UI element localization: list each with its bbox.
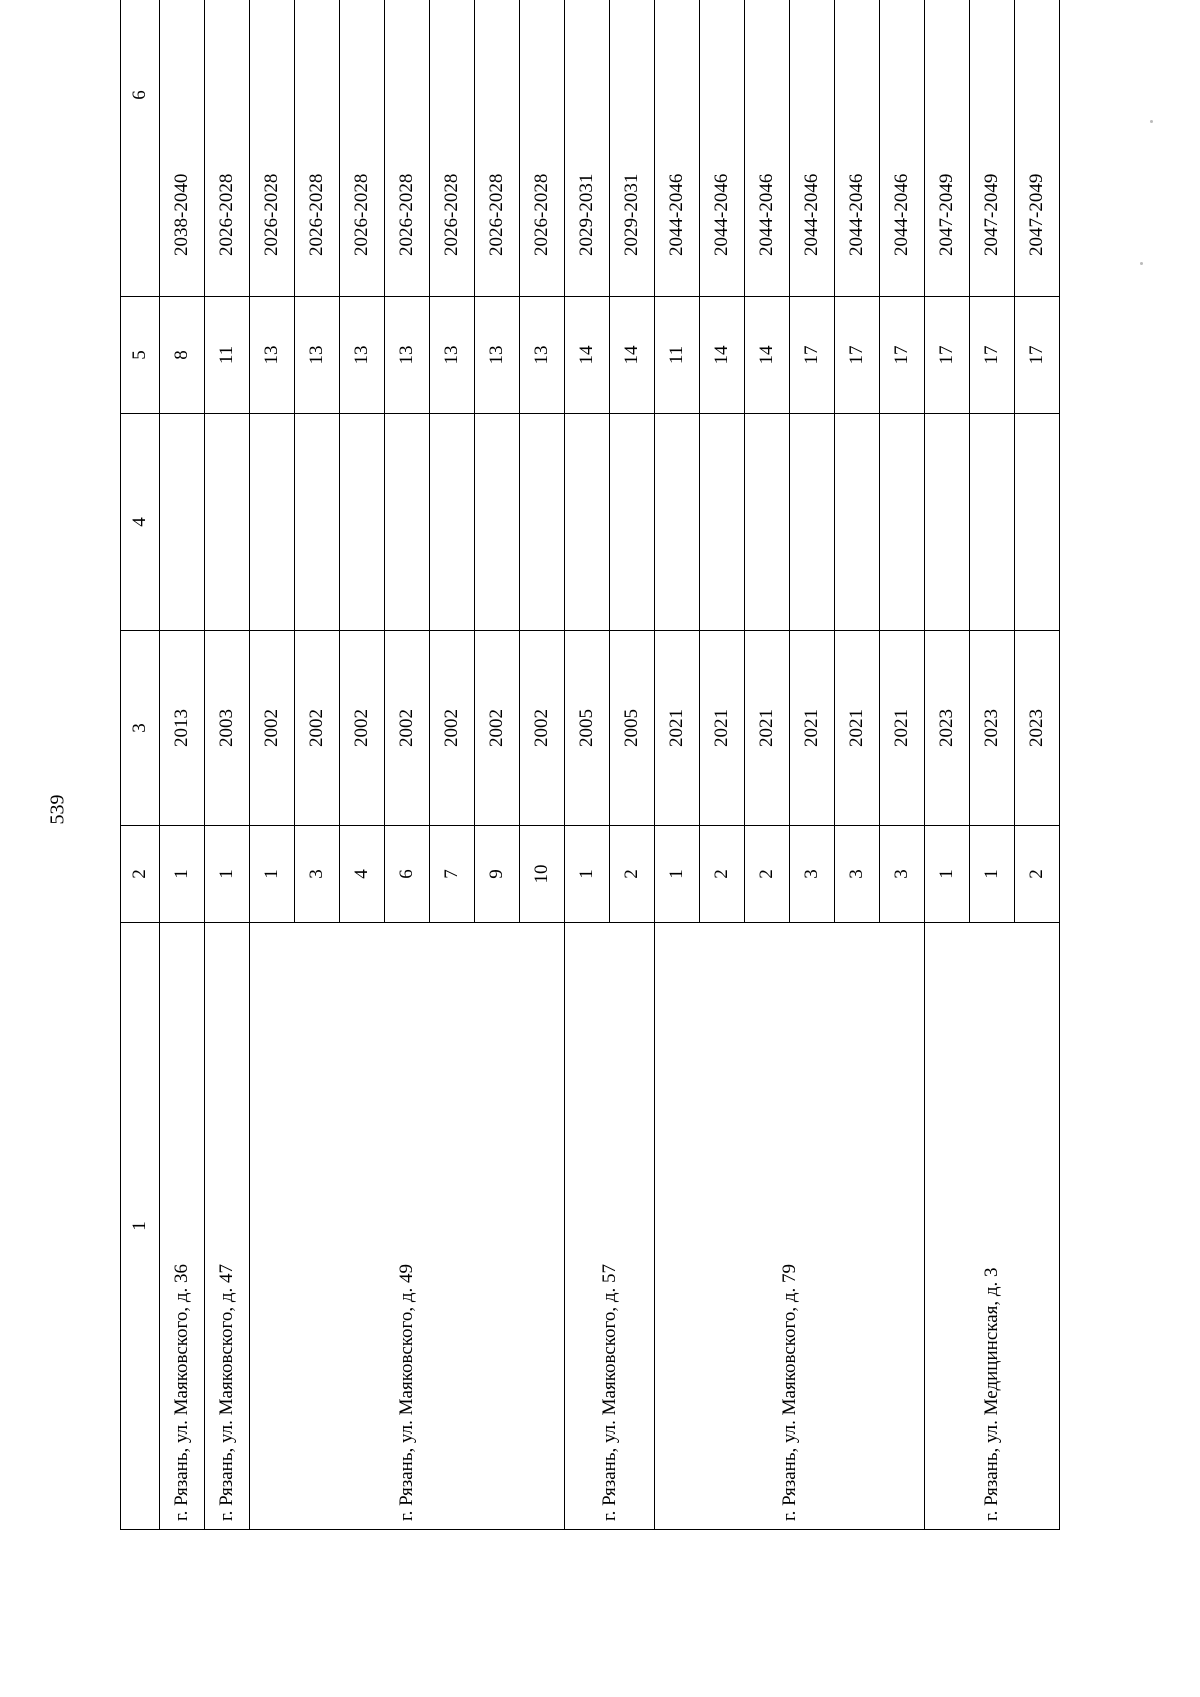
cell-col5: 13 [475, 297, 520, 414]
cell-period: 2044-2046 [880, 0, 925, 297]
cell-number: 2 [610, 826, 655, 923]
cell-col4 [655, 414, 700, 631]
cell-year: 2023 [1015, 631, 1060, 826]
cell-year: 2023 [925, 631, 970, 826]
cell-period: 2026-2028 [430, 0, 475, 297]
cell-col5: 14 [565, 297, 610, 414]
cell-period: 2026-2028 [250, 0, 295, 297]
cell-year: 2002 [340, 631, 385, 826]
header-col-5: 5 [121, 297, 160, 414]
table-row [160, 0, 205, 1530]
cell-col5: 13 [340, 297, 385, 414]
cell-period: 2026-2028 [340, 0, 385, 297]
table-row [205, 0, 250, 1530]
cell-col5: 17 [835, 297, 880, 414]
table-body [160, 0, 1060, 1530]
cell-period: 2044-2046 [655, 0, 700, 297]
cell-period: 2044-2046 [745, 0, 790, 297]
cell-number: 1 [925, 826, 970, 923]
cell-year: 2005 [610, 631, 655, 826]
cell-col5: 17 [970, 297, 1015, 414]
cell-number: 1 [565, 826, 610, 923]
header-col-3: 3 [121, 631, 160, 826]
cell-period: 2026-2028 [385, 0, 430, 297]
cell-col4 [835, 414, 880, 631]
cell-year: 2021 [835, 631, 880, 826]
cell-col4 [385, 414, 430, 631]
cell-col4 [1015, 414, 1060, 631]
header-col-6: 6 [121, 0, 160, 297]
cell-address: г. Рязань, ул. Маяковского, д. 47 [205, 923, 250, 1530]
scan-speck [1140, 262, 1143, 265]
cell-number: 4 [340, 826, 385, 923]
cell-col4 [790, 414, 835, 631]
cell-year: 2002 [385, 631, 430, 826]
cell-col4 [880, 414, 925, 631]
cell-address: г. Рязань, ул. Маяковского, д. 57 [565, 923, 655, 1530]
header-row [121, 0, 160, 1530]
cell-col4 [700, 414, 745, 631]
header-col-1: 1 [121, 923, 160, 1530]
cell-col4 [430, 414, 475, 631]
cell-year: 2021 [655, 631, 700, 826]
cell-year: 2005 [565, 631, 610, 826]
cell-period: 2026-2028 [205, 0, 250, 297]
cell-col5: 13 [520, 297, 565, 414]
cell-col4 [925, 414, 970, 631]
table-row [655, 0, 700, 1530]
header-col-4: 4 [121, 414, 160, 631]
cell-number: 1 [205, 826, 250, 923]
cell-number: 1 [250, 826, 295, 923]
cell-address: г. Рязань, ул. Медицинская, д. 3 [925, 923, 1060, 1530]
cell-number: 3 [295, 826, 340, 923]
cell-address: г. Рязань, ул. Маяковского, д. 79 [655, 923, 925, 1530]
cell-col4 [745, 414, 790, 631]
cell-number: 7 [430, 826, 475, 923]
cell-year: 2003 [205, 631, 250, 826]
cell-col4 [340, 414, 385, 631]
table-row [250, 0, 295, 1530]
cell-col5: 11 [205, 297, 250, 414]
page-number: 539 [46, 794, 69, 825]
cell-col5: 13 [430, 297, 475, 414]
cell-period: 2047-2049 [925, 0, 970, 297]
cell-col4 [970, 414, 1015, 631]
cell-col5: 17 [790, 297, 835, 414]
cell-col4 [565, 414, 610, 631]
cell-period: 2026-2028 [295, 0, 340, 297]
cell-col5: 14 [700, 297, 745, 414]
cell-col5: 13 [250, 297, 295, 414]
cell-year: 2021 [700, 631, 745, 826]
cell-col5: 13 [295, 297, 340, 414]
cell-number: 10 [520, 826, 565, 923]
cell-year: 2002 [250, 631, 295, 826]
cell-number: 3 [880, 826, 925, 923]
cell-year: 2023 [970, 631, 1015, 826]
cell-number: 3 [790, 826, 835, 923]
cell-col5: 17 [1015, 297, 1060, 414]
cell-col5: 14 [745, 297, 790, 414]
cell-period: 2044-2046 [835, 0, 880, 297]
cell-col4 [160, 414, 205, 631]
cell-period: 2029-2031 [610, 0, 655, 297]
cell-col4 [205, 414, 250, 631]
cell-year: 2013 [160, 631, 205, 826]
cell-address: г. Рязань, ул. Маяковского, д. 49 [250, 923, 565, 1530]
cell-year: 2021 [745, 631, 790, 826]
cell-period: 2029-2031 [565, 0, 610, 297]
cell-col5: 14 [610, 297, 655, 414]
header-col-2: 2 [121, 826, 160, 923]
cell-period: 2026-2028 [520, 0, 565, 297]
cell-number: 2 [1015, 826, 1060, 923]
cell-period: 2047-2049 [970, 0, 1015, 297]
cell-year: 2002 [520, 631, 565, 826]
cell-col4 [475, 414, 520, 631]
schedule-table [120, 0, 1060, 1530]
cell-col4 [610, 414, 655, 631]
cell-period: 2026-2028 [475, 0, 520, 297]
cell-period: 2038-2040 [160, 0, 205, 297]
cell-number: 2 [700, 826, 745, 923]
cell-number: 6 [385, 826, 430, 923]
cell-number: 1 [970, 826, 1015, 923]
scan-speck [1150, 120, 1153, 123]
cell-period: 2044-2046 [700, 0, 745, 297]
cell-year: 2002 [295, 631, 340, 826]
cell-col5: 13 [385, 297, 430, 414]
cell-period: 2047-2049 [1015, 0, 1060, 297]
cell-col4 [295, 414, 340, 631]
cell-col5: 11 [655, 297, 700, 414]
table-row [925, 0, 970, 1530]
table-row [565, 0, 610, 1530]
cell-number: 3 [835, 826, 880, 923]
cell-number: 1 [160, 826, 205, 923]
cell-period: 2044-2046 [790, 0, 835, 297]
cell-col5: 17 [925, 297, 970, 414]
cell-year: 2002 [430, 631, 475, 826]
cell-col5: 17 [880, 297, 925, 414]
cell-col5: 8 [160, 297, 205, 414]
cell-number: 9 [475, 826, 520, 923]
cell-address: г. Рязань, ул. Маяковского, д. 36 [160, 923, 205, 1530]
cell-number: 2 [745, 826, 790, 923]
cell-col4 [520, 414, 565, 631]
cell-col4 [250, 414, 295, 631]
cell-year: 2021 [790, 631, 835, 826]
rotated-table-wrapper [120, 60, 1097, 1530]
cell-number: 1 [655, 826, 700, 923]
cell-year: 2002 [475, 631, 520, 826]
cell-year: 2021 [880, 631, 925, 826]
